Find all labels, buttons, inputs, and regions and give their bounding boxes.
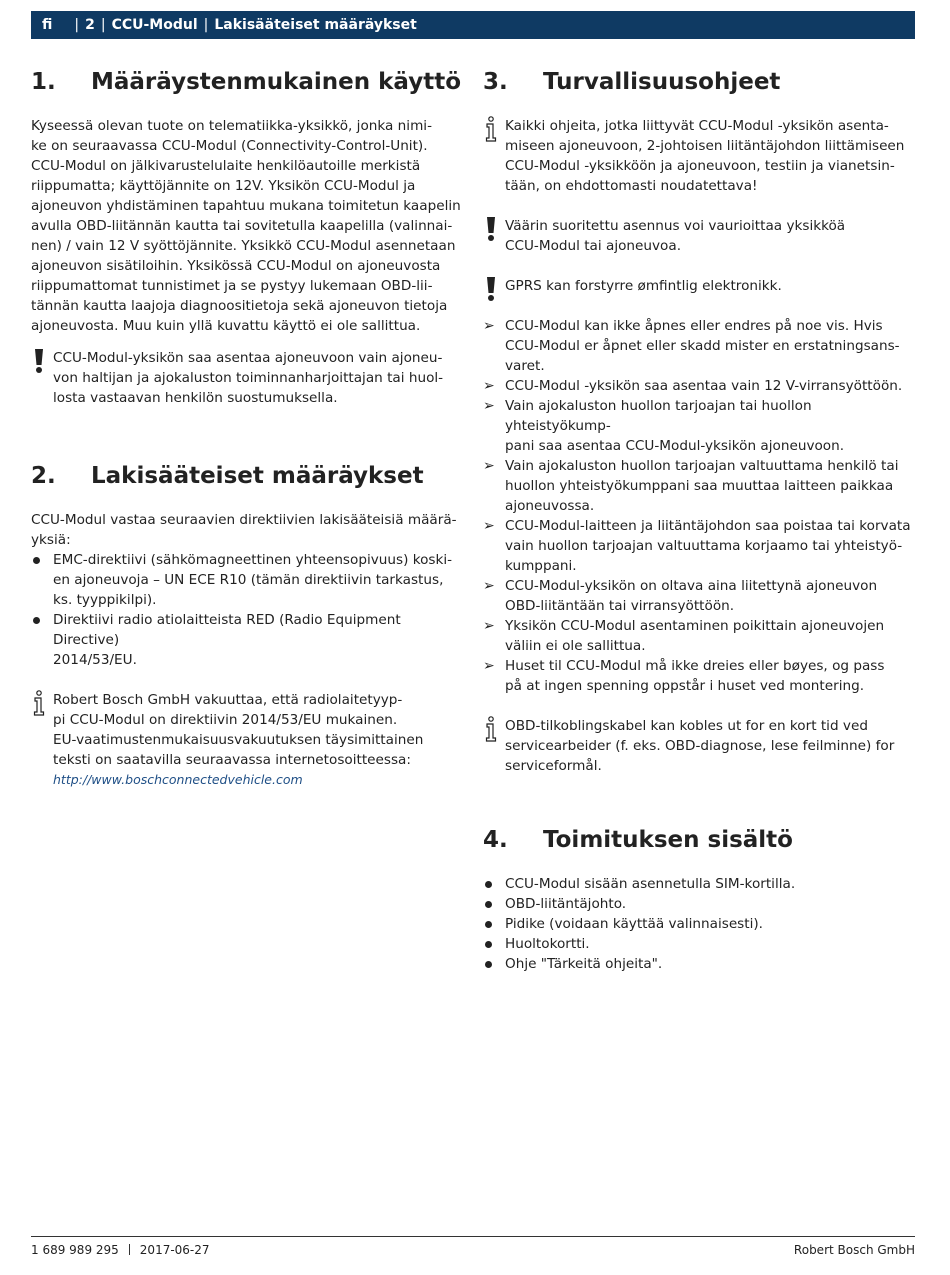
list-item: ➢ CCU-Modul-laitteen ja liitäntäjohdon saa poistaa tai korvata vain huollon tarjoajan valtuuttama korjaamo tai yhteistyö- kumppani.: [483, 518, 911, 574]
header-chapter: Lakisääteiset määräykset: [214, 17, 417, 33]
section-2-list: [31, 550, 463, 670]
section-1-warning: CCU-Modul-yksikön saa asentaa ajoneuvoon vain ajoneu- von haltijan ja ajokaluston toiminnanharjoittajan tai huol- losta vastaavan henkilön suostumuksella.: [31, 348, 463, 408]
arrow-bullet-icon: ➢: [483, 658, 495, 674]
list-item: Huoltokortti.: [483, 934, 915, 954]
bullet-dot-icon: [485, 881, 492, 888]
section-3-arrow-list: [483, 316, 915, 696]
header-lang: fi: [42, 17, 53, 33]
info-icon: [31, 690, 47, 716]
list-item: OBD-liitäntäjohto.: [483, 894, 915, 914]
arrow-bullet-icon: ➢: [483, 398, 495, 414]
section-3-heading: 3. Turvallisuusohjeet: [483, 69, 781, 95]
info-icon: [483, 116, 499, 142]
section-3-warning-1: Väärin suoritettu asennus voi vaurioittaa yksikköä CCU-Modul tai ajoneuvoa.: [483, 216, 915, 256]
section-2-info: Robert Bosch GmbH vakuuttaa, että radiolaitetyyp- pi CCU-Modul on direktiivin 2014/53/EU mukainen. EU-vaatimustenmukaisuusvakuutuksen täysimittainen teksti on saatavilla seuraavassa internetosoitteessa: http://www.boschconnectedvehicle.com: [31, 690, 463, 790]
list-item: Ohje "Tärkeitä ohjeita".: [483, 954, 915, 974]
bullet-dot-icon: [485, 941, 492, 948]
header-bar: fi | 2 | CCU-Modul | Lakisääteiset määräykset: [31, 11, 915, 39]
arrow-bullet-icon: ➢: [483, 578, 495, 594]
bullet-dot-icon: [33, 617, 40, 624]
bullet-dot-icon: [485, 901, 492, 908]
list-item: ➢ Yksikön CCU-Modul asentaminen poikittain ajoneuvojen väliin ei ole sallittua.: [483, 618, 885, 654]
website-link[interactable]: http://www.boschconnectedvehicle.com: [53, 772, 303, 787]
header-page: 2: [85, 17, 95, 33]
list-item: ➢ CCU-Modul kan ikke åpnes eller endres på noe vis. Hvis CCU-Modul er åpnet eller skadd mister en erstatningsans- varet.: [483, 318, 900, 374]
footer-company: Robert Bosch GmbH: [793, 1243, 915, 1257]
list-item: ➢ Vain ajokaluston huollon tarjoajan valtuuttama henkilö tai huollon yhteistyökumppani saa muuttaa laitteen paikkaa ajoneuvossa.: [483, 458, 899, 514]
info-icon: [483, 716, 499, 742]
list-item: Direktiivi radio atiolaitteista RED (Radio Equipment Directive) 2014/53/EU.: [31, 610, 463, 670]
right-column: [483, 64, 915, 974]
footer-doc-number: 1 689 989 295: [31, 1243, 119, 1257]
arrow-bullet-icon: ➢: [483, 518, 495, 534]
section-3-warning-2: GPRS kan forstyrre ømfintlig elektronikk.: [483, 276, 915, 296]
list-item: ➢ Vain ajokaluston huollon tarjoajan tai huollon yhteistyökump- pani saa asentaa CCU-Modul-yksikön ajoneuvoon.: [483, 398, 845, 454]
list-item: CCU-Modul sisään asennetulla SIM-kortilla.: [483, 874, 915, 894]
list-item: EMC-direktiivi (sähkömagneettinen yhteensopivuus) koski- en ajoneuvoja – UN ECE R10 (tämän direktiivin tarkastus, ks. tyyppikilpi).: [31, 550, 463, 610]
bullet-dot-icon: [485, 921, 492, 928]
footer-left: [31, 1243, 210, 1257]
footer-date: 2017-06-27: [139, 1243, 210, 1257]
exclamation-icon: [483, 216, 499, 242]
section-2-intro: CCU-Modul vastaa seuraavien direktiivien lakisääteisiä määrä- yksiä:: [31, 512, 457, 548]
arrow-bullet-icon: ➢: [483, 378, 495, 394]
list-item: Pidike (voidaan käyttää valinnaisesti).: [483, 914, 915, 934]
arrow-bullet-icon: ➢: [483, 318, 495, 334]
section-4-heading: 4. Toimituksen sisältö: [483, 827, 793, 853]
section-1-paragraph: Kyseessä olevan tuote on telematiikka-yksikkö, jonka nimi- ke on seuraavassa CCU-Modul (Connectivity-Control-Unit). CCU-Modul on jälkivarustelulaite henkilöautoille merkistä riippumatta; käyttöjännite on 12V. Yksikön CCU-Modul ja ajoneuvon yhdistäminen tapahtuu mukana toimitetun kaapelin avulla OBD-liitännän kautta tai sovitetulla kaapelilla (valinnai- nen) / vain 12 V syöttöjännite. Yksikkö CCU-Modul asennetaan ajoneuvon sisätiloihin. Yksikössä CCU-Modul on ajoneuvosta riippumattomat tunnistimet ja se pystyy lukemaan OBD-lii- tännän kautta laajoja diagnoositietoja sekä ajoneuvon tietoja ajoneuvosta. Muu kuin yllä kuvattu käyttö ei ole sallittua.: [31, 118, 461, 334]
list-item: ➢ CCU-Modul -yksikön saa asentaa vain 12 V-virransyöttöön.: [483, 378, 903, 394]
list-item: ➢ Huset til CCU-Modul må ikke dreies eller bøyes, og pass på at ingen spenning oppstår i huset ved montering.: [483, 658, 885, 694]
exclamation-icon: [483, 276, 499, 302]
arrow-bullet-icon: ➢: [483, 618, 495, 634]
bullet-dot-icon: [33, 557, 40, 564]
section-2-heading: 2. Lakisääteiset määräykset: [31, 463, 424, 489]
section-4-list: [483, 874, 915, 974]
section-3-info-1: Kaikki ohjeita, jotka liittyvät CCU-Modul -yksikön asenta- miseen ajoneuvoon, 2-johtoisen liitäntäjohdon liittämiseen CCU-Modul -yksikköön ja ajoneuvoon, testiin ja vianetsin- tään, on ehdottomasti noudatettava!: [483, 116, 915, 196]
header-product: CCU-Modul: [111, 17, 198, 33]
left-column: [31, 64, 463, 790]
section-3-info-2: OBD-tilkoblingskabel kan kobles ut for en kort tid ved servicearbeider (f. eks. OBD-diagnose, lese feilminne) for serviceformål.: [483, 716, 915, 776]
exclamation-icon: [31, 348, 47, 374]
list-item: ➢ CCU-Modul-yksikön on oltava aina liitettynä ajoneuvon OBD-liitäntään tai virransyöttöön.: [483, 578, 878, 614]
arrow-bullet-icon: ➢: [483, 458, 495, 474]
section-1-heading: 1. Määräystenmukainen käyttö: [31, 69, 462, 95]
footer-divider: [31, 1236, 915, 1237]
bullet-dot-icon: [485, 961, 492, 968]
